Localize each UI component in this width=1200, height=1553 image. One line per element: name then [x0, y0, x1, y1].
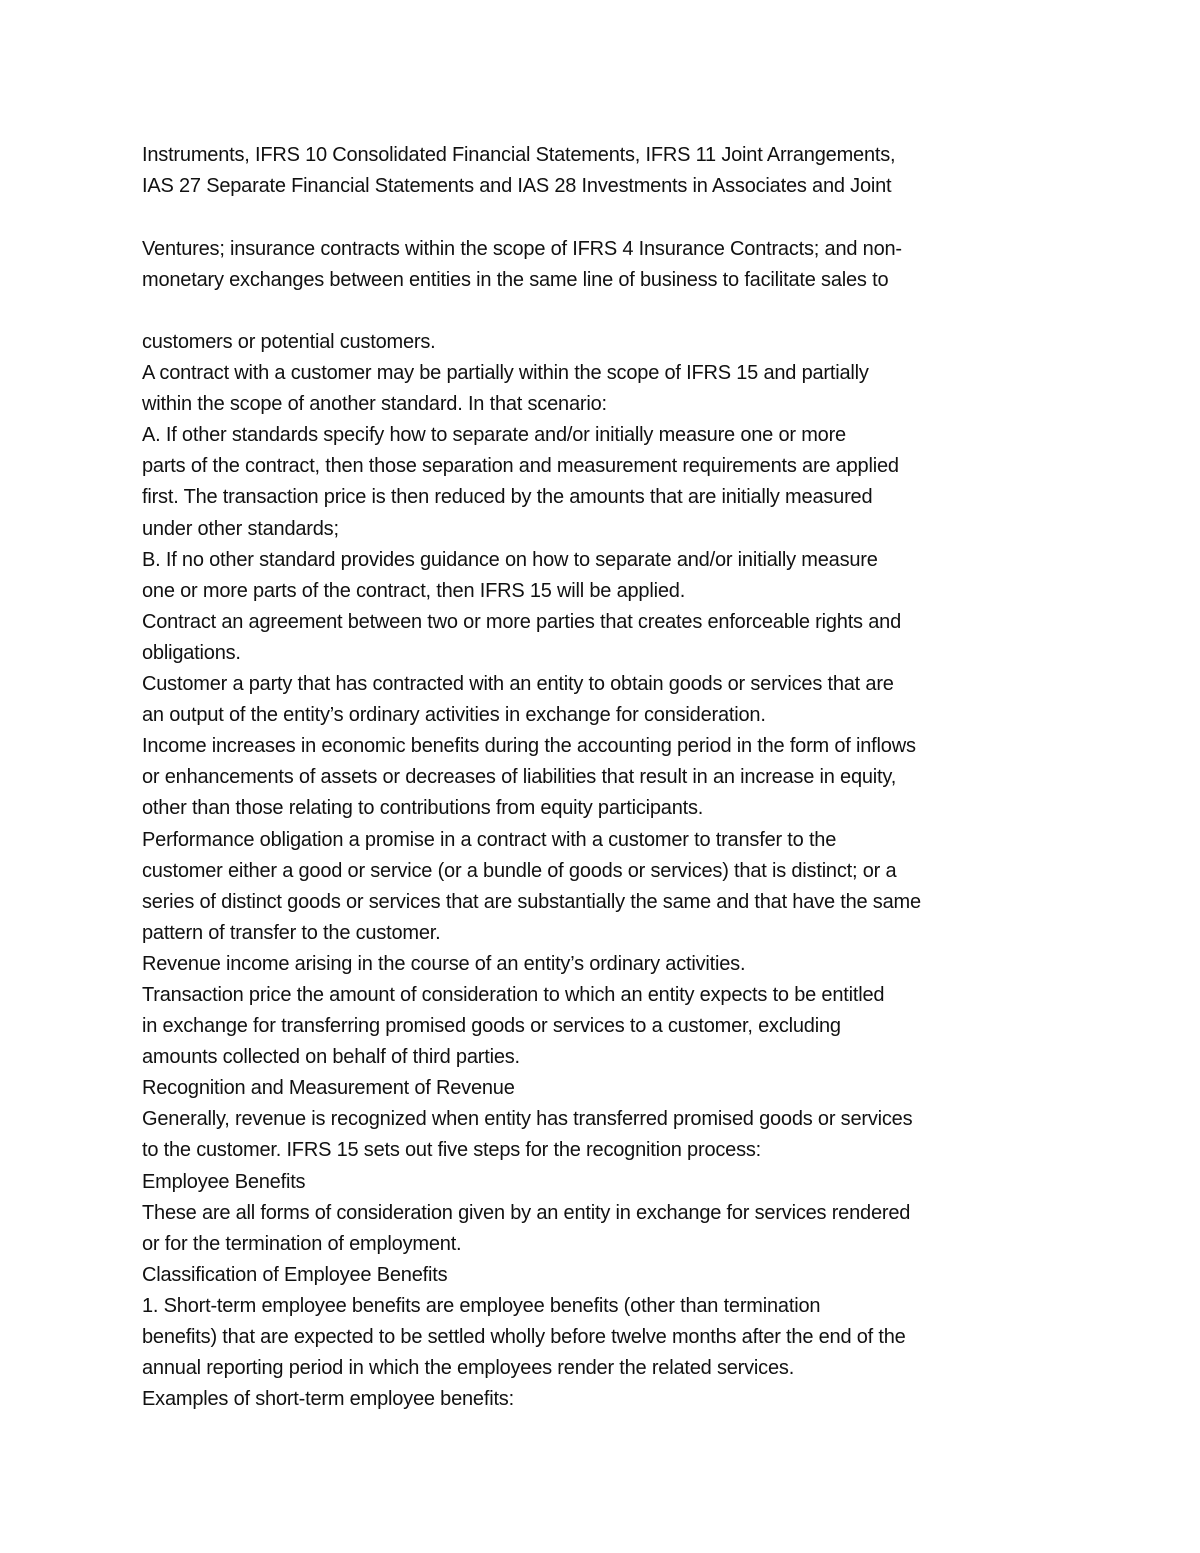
text-line: annual reporting period in which the employees render the related services. — [142, 1357, 795, 1380]
text-line: parts of the contract, then those separation and measurement requirements are applied — [142, 455, 899, 478]
text-line: B. If no other standard provides guidance on how to separate and/or initially measure — [142, 548, 878, 571]
text-line: or enhancements of assets or decreases of liabilities that result in an increase in equity, — [142, 766, 897, 789]
text-line: Instruments, IFRS 10 Consolidated Financial Statements, IFRS 11 Joint Arrangements, — [142, 144, 896, 166]
text-block-3 — [142, 327, 1042, 1415]
text-line: Classification of Employee Benefits — [142, 1263, 448, 1286]
text-line: under other standards; — [142, 517, 339, 540]
text-line: Performance obligation a promise in a contract with a customer to transfer to the — [142, 828, 837, 851]
text-line: customer either a good or service (or a bundle of goods or services) that is distinct; or a — [142, 859, 897, 882]
text-line: Contract an agreement between two or more parties that creates enforceable rights and — [142, 610, 901, 633]
text-line: Examples of short-term employee benefits: — [142, 1388, 514, 1411]
text-line: These are all forms of consideration given by an entity in exchange for services rendered — [142, 1201, 911, 1224]
text-block-2 — [142, 234, 1042, 296]
text-line: benefits) that are expected to be settled wholly before twelve months after the end of the — [142, 1326, 906, 1348]
text-line: one or more parts of the contract, then IFRS 15 will be applied. — [142, 579, 686, 602]
text-line: series of distinct goods or services that are substantially the same and that have the same — [142, 890, 921, 913]
text-line: Generally, revenue is recognized when entity has transferred promised goods or services — [142, 1108, 913, 1131]
text-line: other than those relating to contributions from equity participants. — [142, 797, 704, 820]
text-line: or for the termination of employment. — [142, 1232, 462, 1255]
text-line: pattern of transfer to the customer. — [142, 921, 441, 944]
text-line: within the scope of another standard. In that scenario: — [142, 393, 607, 416]
text-line: to the customer. IFRS 15 sets out five steps for the recognition process: — [142, 1139, 762, 1162]
text-line: in exchange for transferring promised goods or services to a customer, excluding — [142, 1015, 841, 1038]
text-line: first. The transaction price is then reduced by the amounts that are initially measured — [142, 486, 873, 509]
text-line: Recognition and Measurement of Revenue — [142, 1077, 515, 1100]
text-line: IAS 27 Separate Financial Statements and IAS 28 Investments in Associates and Joint — [142, 175, 892, 198]
text-line: A contract with a customer may be partially within the scope of IFRS 15 and partially — [142, 362, 869, 385]
text-line: Ventures; insurance contracts within the scope of IFRS 4 Insurance Contracts; and non- — [142, 238, 902, 260]
text-line: Revenue income arising in the course of an entity’s ordinary activities. — [142, 952, 746, 975]
text-line: customers or potential customers. — [142, 331, 436, 353]
text-line: an output of the entity’s ordinary activities in exchange for consideration. — [142, 704, 766, 727]
text-block-1 — [142, 140, 1042, 202]
text-line: Income increases in economic benefits during the accounting period in the form of inflows — [142, 735, 916, 758]
text-line: Employee Benefits — [142, 1170, 306, 1193]
text-line: 1. Short-term employee benefits are employee benefits (other than termination — [142, 1294, 821, 1317]
text-line: Transaction price the amount of consideration to which an entity expects to be entitled — [142, 983, 885, 1006]
text-line: monetary exchanges between entities in the same line of business to facilitate sales to — [142, 269, 889, 292]
text-line: Customer a party that has contracted with an entity to obtain goods or services that are — [142, 673, 894, 696]
text-line: obligations. — [142, 641, 241, 664]
text-line: A. If other standards specify how to separate and/or initially measure one or more — [142, 424, 846, 447]
text-line: amounts collected on behalf of third parties. — [142, 1046, 520, 1069]
